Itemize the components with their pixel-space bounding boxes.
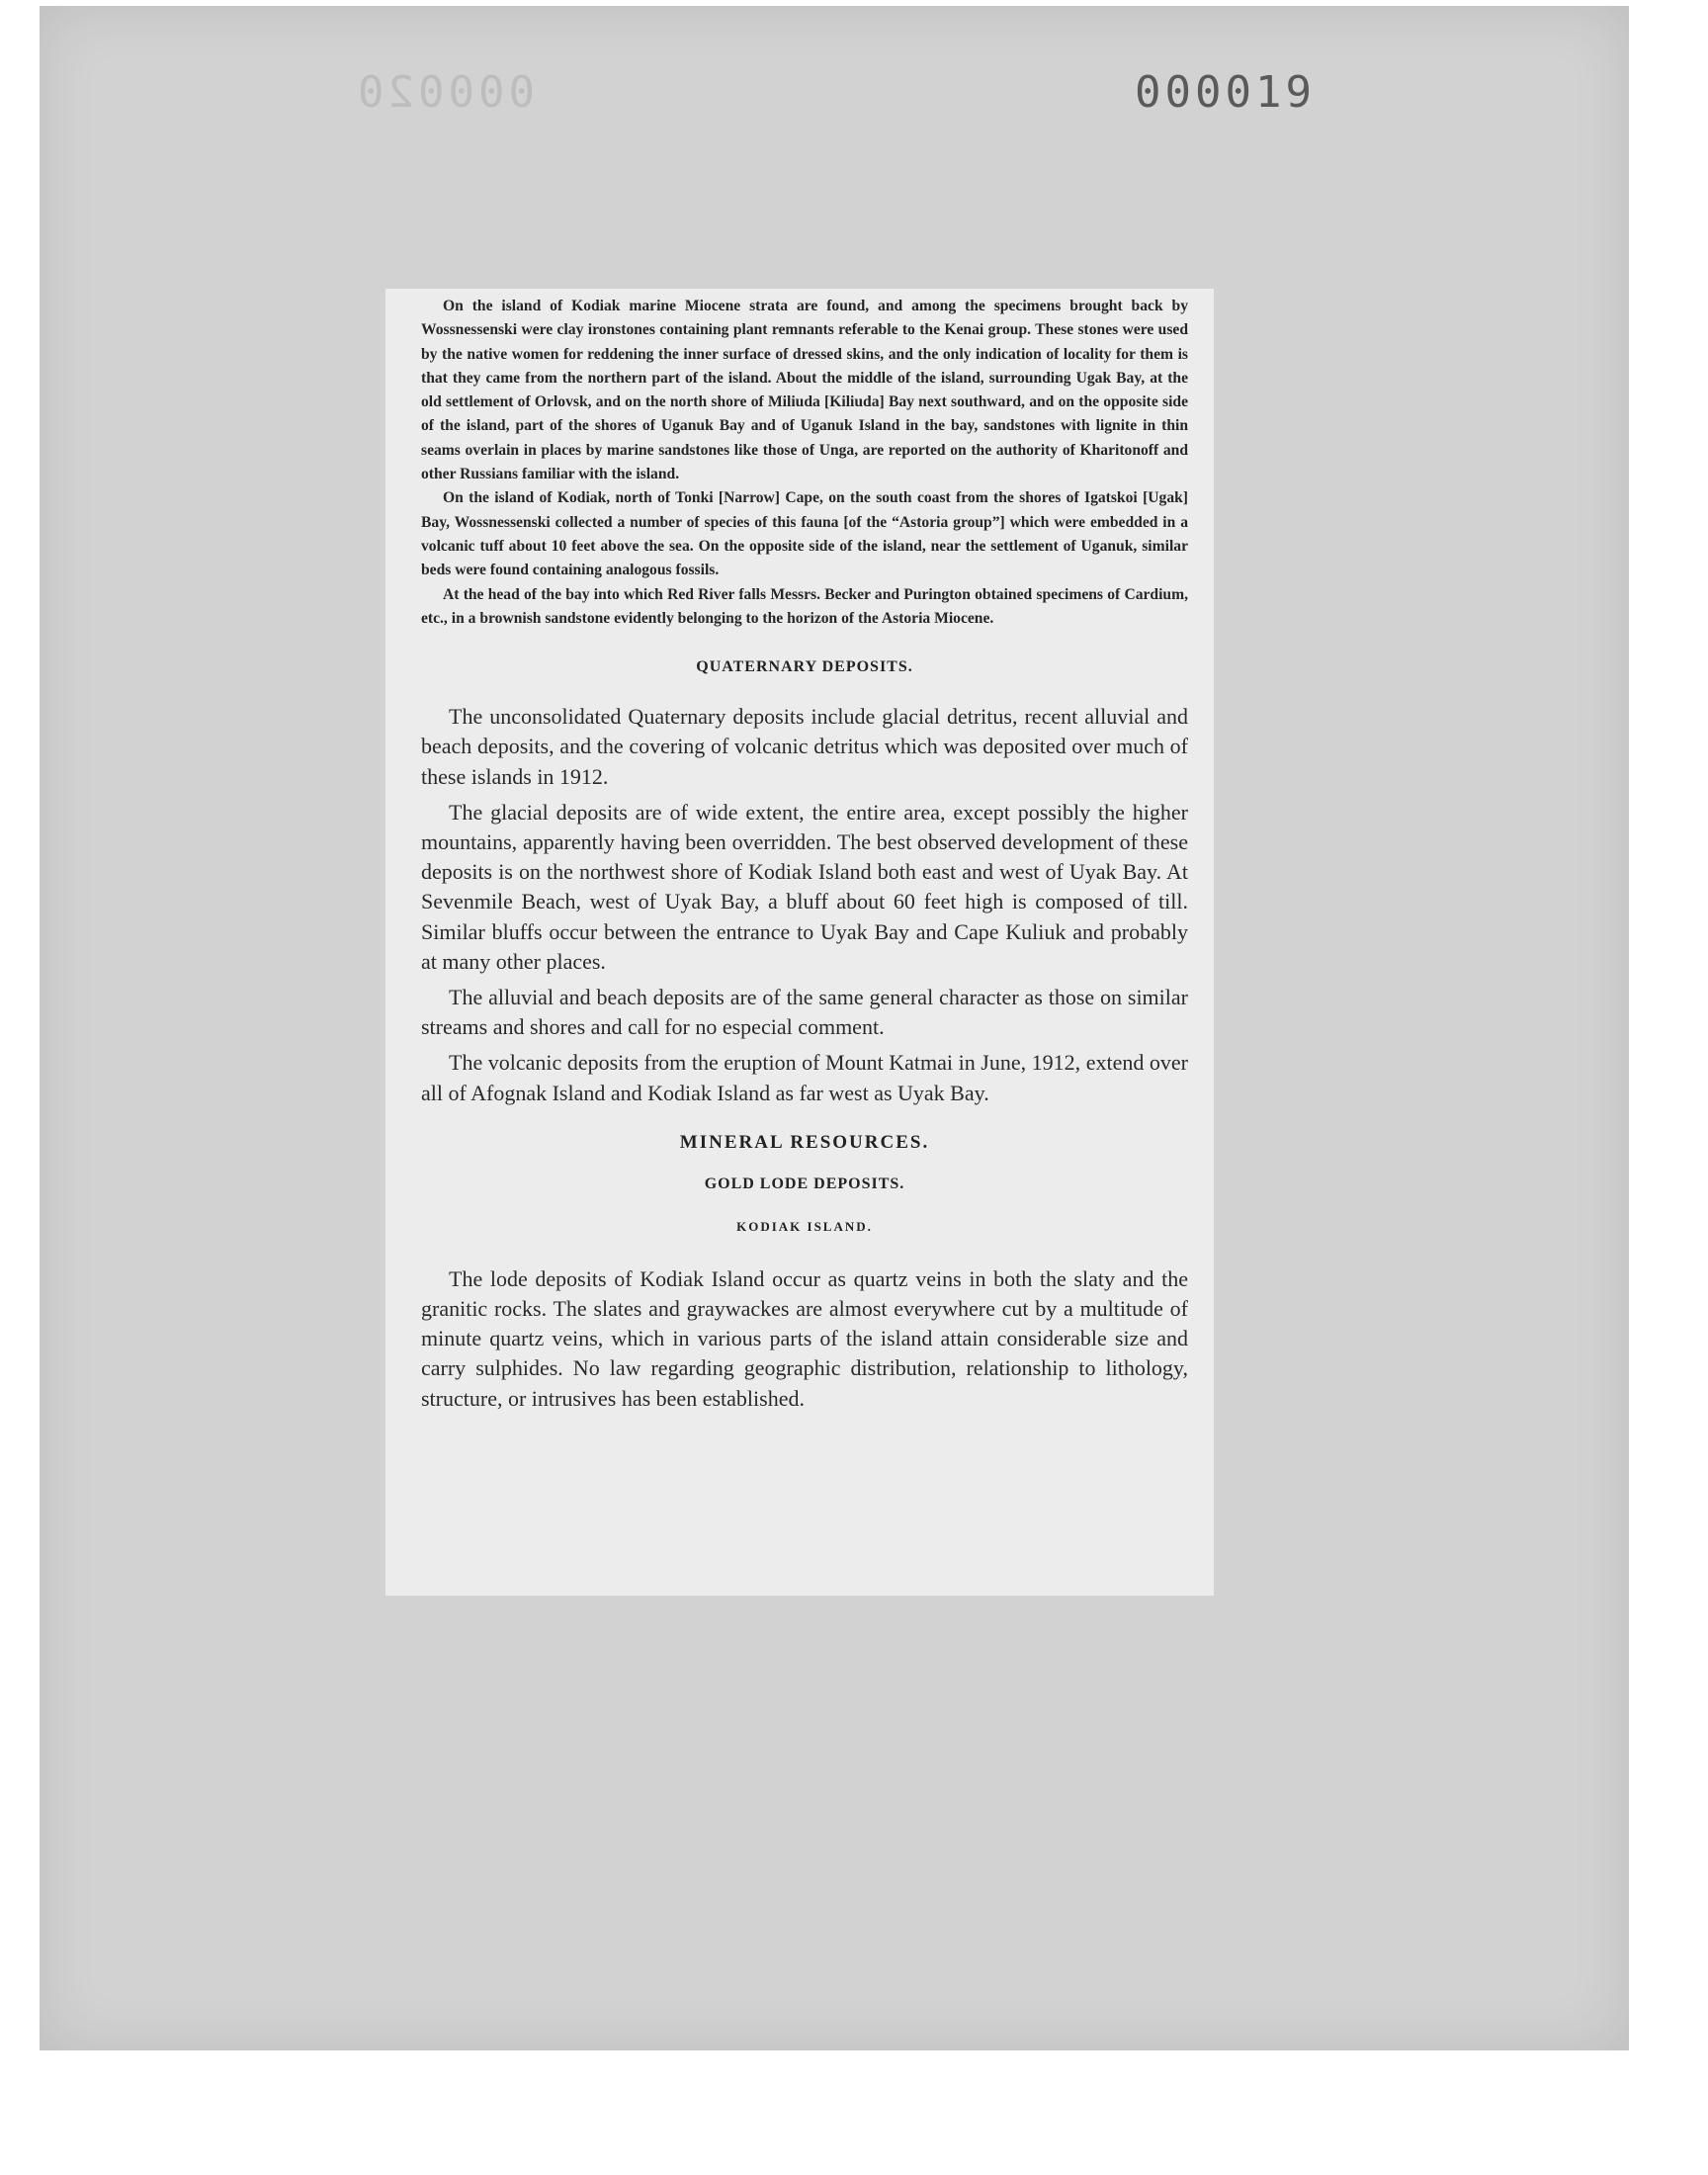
lode-section: [421, 1264, 1188, 1414]
paragraph-alluvial-deposits: The alluvial and beach deposits are of the same general character as those on similar streams and shores and call for no especial comment.: [421, 984, 1188, 1040]
kodiak-island-heading: KODIAK ISLAND.: [736, 1218, 873, 1234]
gold-lode-heading: GOLD LODE DEPOSITS.: [704, 1174, 905, 1192]
mineral-resources-heading: MINERAL RESOURCES.: [679, 1131, 930, 1153]
paragraph-tonki-cape: On the island of Kodiak, north of Tonki [Narrow] Cape, on the south coast from the shores of Igatskoi [Ugak] Bay, Wossnessenski collected a number of species of this fauna [of the “Astoria group”] which were embedded in a volcanic tuff about 10 feet above the sea. On the opposite side of the island, near the settlement of Uganuk, similar beds were found containing analogous fossils.: [421, 489, 1188, 579]
small-print-section: [421, 289, 1188, 631]
paragraph-glacial-deposits: The glacial deposits are of wide extent, the entire area, except possibly the higher mountains, apparently having been overridden. The best observed development of these deposits is on the northwest shore of Kodiak Island both east and west of Uyak Bay. At Sevenmile Beach, west of Uyak Bay, a bluff about 60 feet high is composed of till. Similar bluffs occur between the entrance to Uyak Bay and Cape Kuliuk and probably at many other places.: [421, 799, 1188, 974]
paragraph-quaternary-intro: The unconsolidated Quaternary deposits include glacial detritus, recent alluvial and beach deposits, and the covering of volcanic detritus which was deposited over much of these islands in 1912.: [421, 704, 1188, 789]
paragraph-lode-deposits: The lode deposits of Kodiak Island occur as quartz veins in both the slaty and the granitic rocks. The slates and graywackes are almost everywhere cut by a multitude of minute quartz veins, which in various parts of the island attain considerable size and carry sulphides. No law regarding geographic distribution, relationship to lithology, structure, or intrusives has been established.: [421, 1265, 1188, 1411]
page-stamp: 000019: [1135, 67, 1316, 118]
paragraph-kodiak-miocene: On the island of Kodiak marine Miocene strata are found, and among the specimens brought back by Wossnessenski were clay ironstones containing plant remnants referable to the Kenai group. These stones were used by the native women for reddening the inner surface of dressed skins, and the only indication of locality for them is that they came from the northern part of the island. About the middle of the island, surrounding Ugak Bay, at the old settlement of Orlovsk, and on the north shore of Miliuda [Kiliuda] Bay next southward, and on the opposite side of the island, part of the shores of Uganuk Bay and of Uganuk Island in the bay, sandstones with lignite in thin seams overlain in places by marine sandstones like those of Unga, are reported on the authority of Kharitonoff and other Russians familiar with the island.: [421, 298, 1188, 483]
text-clipping: [385, 289, 1214, 1596]
quaternary-section: [421, 702, 1188, 1108]
paragraph-red-river: At the head of the bay into which Red River falls Messrs. Becker and Purington obtained specimens of Cardium, etc., in a brownish sandstone evidently belonging to the horizon of the Astoria Miocene.: [421, 585, 1188, 627]
quaternary-heading: QUATERNARY DEPOSITS.: [696, 658, 913, 676]
paragraph-volcanic-deposits: The volcanic deposits from the eruption of Mount Katmai in June, 1912, extend over all of Afognak Island and Kodiak Island as far west as Uyak Bay.: [421, 1050, 1188, 1105]
page-stamp-mirrored: 000020: [354, 67, 535, 118]
